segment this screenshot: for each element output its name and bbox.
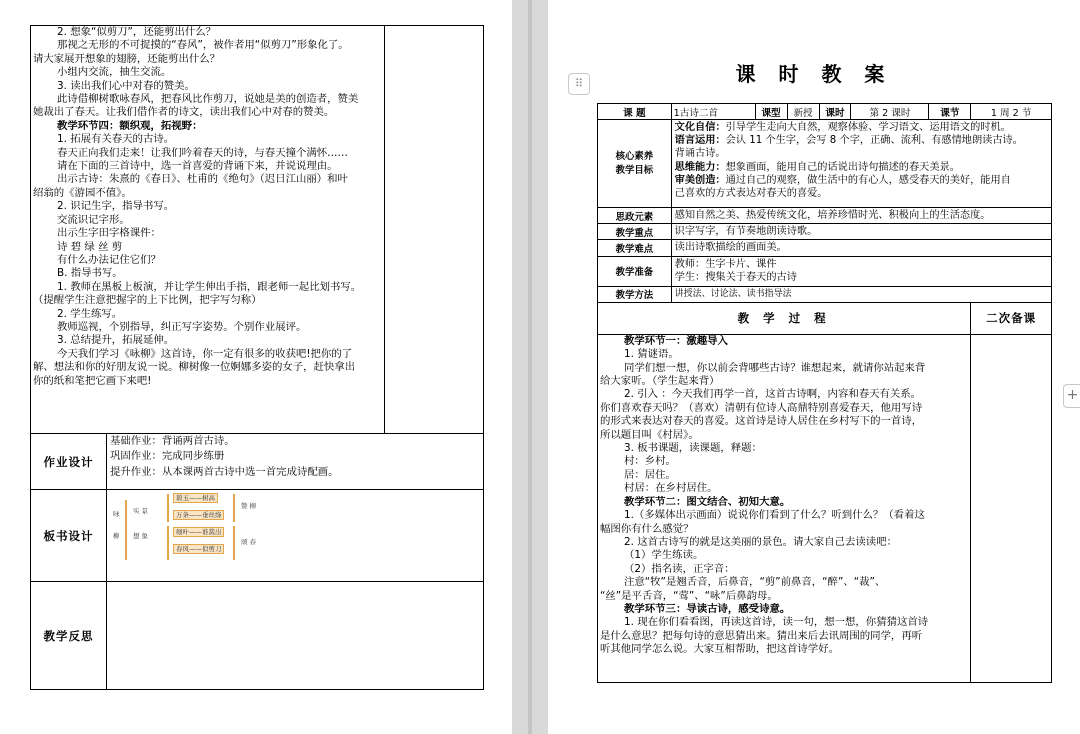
process-line: （2）指名读，正字音： (624, 562, 735, 575)
row-label: 教学方法 (598, 286, 672, 302)
board-line-4: 春风——似剪刀 (173, 544, 225, 554)
process-line: 2. 引入 ：今天我们再学一首，这首古诗啊，内容和春天有关系。 (624, 388, 922, 401)
goal-line (675, 134, 1048, 147)
topic-label: 课 题 (598, 104, 672, 120)
text-line: 此诗借柳树歌咏春风，把春风比作剪刀，说她是美的创造者，赞美 (57, 93, 359, 106)
board-line-1: 碧玉——树高 (173, 493, 218, 503)
process-cell (598, 334, 971, 682)
board-line-3: 细叶——谁裁出 (173, 527, 225, 537)
board-praise-willow: 赞 柳 (240, 502, 257, 510)
goal-key: 文化自信： (674, 122, 726, 133)
topic-value: 1古诗二首 (671, 104, 755, 120)
goal-value: 通过自己的观察，做生活中的有心人，感受春天的美好，能用自 (725, 174, 1011, 186)
row-value-line: 讲授法、讨论法、读书指导法 (674, 288, 792, 299)
row-value (671, 240, 1051, 256)
section-label: 课节 (929, 104, 971, 120)
row-label: 教学重点 (598, 224, 672, 240)
board-bracket-main (125, 500, 127, 560)
text-line: 请在下面的三首诗中，选一首喜爱的背诵下来，并说说理由。 (57, 160, 338, 173)
process-line: 村：乡村。 (624, 455, 676, 468)
board-design-label: 板书设计 (31, 490, 107, 582)
board-bracket-right-bottom (233, 526, 235, 560)
type-value: 新授 (787, 104, 819, 120)
goal-line (675, 187, 1048, 200)
reflection-label: 教学反思 (31, 582, 107, 690)
board-char-2: 柳 (112, 532, 120, 540)
process-line: 居：居住。 (624, 468, 676, 481)
process-line: 给大家听。（学生起来背） (600, 375, 720, 388)
board-bracket-right-top (233, 494, 235, 522)
row-value-line: 识字写字，有节奏地朗读诗歌。 (674, 226, 818, 238)
row-value (671, 224, 1051, 240)
goals-label: 核心素养 教学目标 (598, 120, 672, 208)
homework-label: 作业设计 (31, 434, 107, 490)
row-label: 教学准备 (598, 256, 672, 286)
text-line: （提醒学生注意把握字的上下比例，把字写匀称） (33, 294, 262, 307)
page-divider (528, 0, 532, 734)
process-line: 听其他同学怎么说。大家互相帮助，把这首诗学好。 (600, 643, 839, 656)
goal-line (675, 147, 1048, 160)
text-line: 有什么办法记住它们？ (57, 253, 161, 266)
row-label: 思政元素 (598, 208, 672, 224)
process-header: 教 学 过 程 (598, 302, 971, 334)
row-value-line: 感知自然之美、热爱传统文化，培养珍惜时光、积极向上的生活态度。 (674, 210, 991, 221)
text-line: 请大家展开想象的翅膀，还能剪出什么？ (33, 52, 221, 65)
text-line: 教学环节四：额织观，拓视野： (57, 119, 203, 132)
row-value (671, 208, 1051, 224)
lesson-table-right (597, 103, 1052, 683)
process-line: 村居：在乡村居住。 (624, 482, 718, 495)
process-line: 同学们想一想，你以前会背哪些古诗？谁想起来，就请你站起来背 (624, 361, 926, 374)
process-line: 1. 猜谜语。 (624, 348, 679, 361)
process-line: 教学环节二：图文结合、初知大意。 (624, 495, 791, 508)
text-line: 2. 想象“似剪刀”，还能剪出什么？ (57, 26, 217, 38)
text-line: 2. 识记生字，指导书写。 (57, 200, 175, 213)
text-line: 你的纸和笔把它画下来吧! (33, 374, 152, 387)
type-label: 课型 (755, 104, 787, 120)
text-line: 诗 碧 绿 丝 剪 (57, 240, 123, 253)
drag-handle-icon[interactable]: ⠿ (568, 73, 590, 95)
document-page-left (0, 0, 512, 734)
text-line: 2. 学生练写。 (57, 307, 123, 320)
process-line: 是什么意思？把每句诗的意思猜出来。猜出来后去讯周围的同学，再听 (600, 629, 923, 642)
teaching-process-cell (31, 26, 385, 434)
goal-line (675, 174, 1048, 187)
goals-cell (671, 120, 1051, 208)
text-line: 今天我们学习《咏柳》这首诗，你一定有很多的收获吧!把你的了 (57, 347, 353, 360)
text-line: 那视之无形的不可捉摸的“春风”，被作者用“似剪刀”形象化了。 (57, 39, 349, 52)
document-page-right (548, 0, 1080, 734)
process-line: 1. 现在你们看看图，再读这首诗，读一句，想一想，你猜猜这首诗 (624, 616, 929, 629)
process-line: 3. 板书课题，读课题，释题： (624, 442, 762, 455)
row-value (671, 256, 1051, 286)
board-praise-spring: 颂 春 (240, 538, 257, 546)
text-line: 出示古诗：朱熹的《春日》、杜甫的《绝句》（迟日江山丽）和叶 (57, 173, 348, 186)
second-prep-cell (384, 26, 483, 434)
row-value-line: 读出诗歌描绘的画面美。 (674, 242, 787, 254)
lesson-table-left (30, 25, 484, 690)
second-prep-header: 二次备课 (971, 302, 1052, 334)
text-line: 教师巡视，个别指导，纠正写字姿势。个别作业展评。 (57, 320, 307, 333)
text-line: 3. 读出我们心中对春的赞美。 (57, 79, 195, 92)
reflection-cell (106, 582, 483, 690)
process-line: （1）学生练读。 (624, 549, 704, 562)
text-line: 小组内交流，抽生交流。 (57, 66, 172, 79)
text-line: 出示生字田字格课件： (57, 227, 161, 240)
text-line: 1. 教师在黑板上板演，并让学生伸出手指，跟老师一起比划书写。 (57, 280, 362, 293)
process-line: 教学环节三：导读古诗，感受诗意。 (624, 602, 791, 615)
goal-key: 思维能力： (674, 161, 726, 173)
row-value-line: 学生：搜集关于春天的古诗 (674, 271, 797, 283)
board-bracket-top (167, 494, 169, 522)
homework-cell (106, 434, 483, 490)
board-diagram (107, 490, 483, 580)
add-page-icon[interactable]: + (1063, 384, 1080, 408)
row-label: 教学难点 (598, 240, 672, 256)
text-line: 春天正向我们走来！让我们吟着春天的诗，与春天撞个满怀…… (57, 146, 348, 159)
homework-line: 提升作业：从本课两首古诗中选一首完成诗配画。 (109, 465, 339, 478)
process-line: 教学环节一：激趣导入 (624, 334, 728, 347)
process-line: “丝”是平舌音，“莺”、“咏”后鼻韵母。 (600, 589, 778, 602)
page-title: 课 时 教 案 (735, 62, 893, 86)
page-gutter (512, 0, 548, 734)
process-line: 2. 这首古诗写的就是这美丽的景色。请大家自己去读读吧： (624, 535, 897, 548)
goal-line (675, 161, 1048, 174)
process-line: 所以题目叫《村居》。 (600, 428, 699, 441)
row-value-line: 教师：生字卡片、课件 (674, 258, 777, 270)
section-value: 1 周 2 节 (971, 104, 1052, 120)
homework-line: 巩固作业：完成同步练册 (109, 450, 225, 463)
text-line: 解、想法和你的好朋友说一说。柳树像一位婀娜多姿的女子，赶快拿出 (33, 361, 356, 374)
goal-value: 背诵古诗。 (674, 148, 726, 160)
goal-key: 语言运用： (674, 135, 726, 147)
text-line: B. 指导书写。 (57, 267, 123, 280)
goal-value: 己喜欢的方式表达对春天的喜爱。 (674, 188, 828, 200)
process-line: 注意“牧”是翘舌音，后鼻音，“剪”前鼻音，“醉”、“裁”、 (624, 576, 886, 589)
board-char-1: 咏 (112, 510, 120, 518)
process-line: 的形式来表达对春天的喜爱。这首诗是诗人居住在乡村写下的一首诗， (600, 415, 923, 428)
text-line: 交流识记字形。 (57, 213, 130, 226)
process-line: 你们喜欢春天吗？（喜欢）清朝有位诗人高鼎特别喜爱春天，他用写诗 (600, 401, 923, 414)
period-value: 第 2 课时 (851, 104, 929, 120)
homework-line: 基础作业：背诵两首古诗。 (109, 435, 235, 447)
second-prep-cell-right (971, 334, 1052, 682)
board-imagination: 想 象 (132, 532, 149, 540)
process-line: 1.（多媒体出示画面）说说你们看到了什么？听到什么？（看着这 (624, 509, 925, 522)
goal-key: 审美创造： (674, 174, 726, 186)
text-line: 绍翁的《游园不值》。 (33, 186, 132, 199)
period-label: 课时 (819, 104, 851, 120)
text-line: 她裁出了春天。让我们借作者的诗文，读出我们心中对春的赞美。 (33, 106, 335, 119)
row-value (671, 286, 1051, 302)
text-line: 3. 总结提升，拓展延伸。 (57, 334, 175, 347)
board-line-2: 万条——垂丝绦 (173, 510, 225, 520)
goal-value: 会认 11 个生字，会写 8 个字，正确、流利、有感情地朗读古诗。 (725, 135, 1023, 147)
goal-value: 引导学生走向大自然，观察体验、学习语文、运用语文的时机。 (725, 122, 1011, 133)
text-line: 1. 拓展有关春天的古诗。 (57, 133, 175, 146)
goal-value: 想象画面，能用自己的话说出诗句描述的春天美景。 (725, 161, 960, 173)
board-real-scene: 实 景 (132, 507, 149, 515)
goal-line (675, 121, 1048, 134)
process-line: 幅图你有什么感觉？ (600, 522, 694, 535)
board-bracket-bottom (167, 526, 169, 560)
board-design-cell (106, 490, 483, 582)
